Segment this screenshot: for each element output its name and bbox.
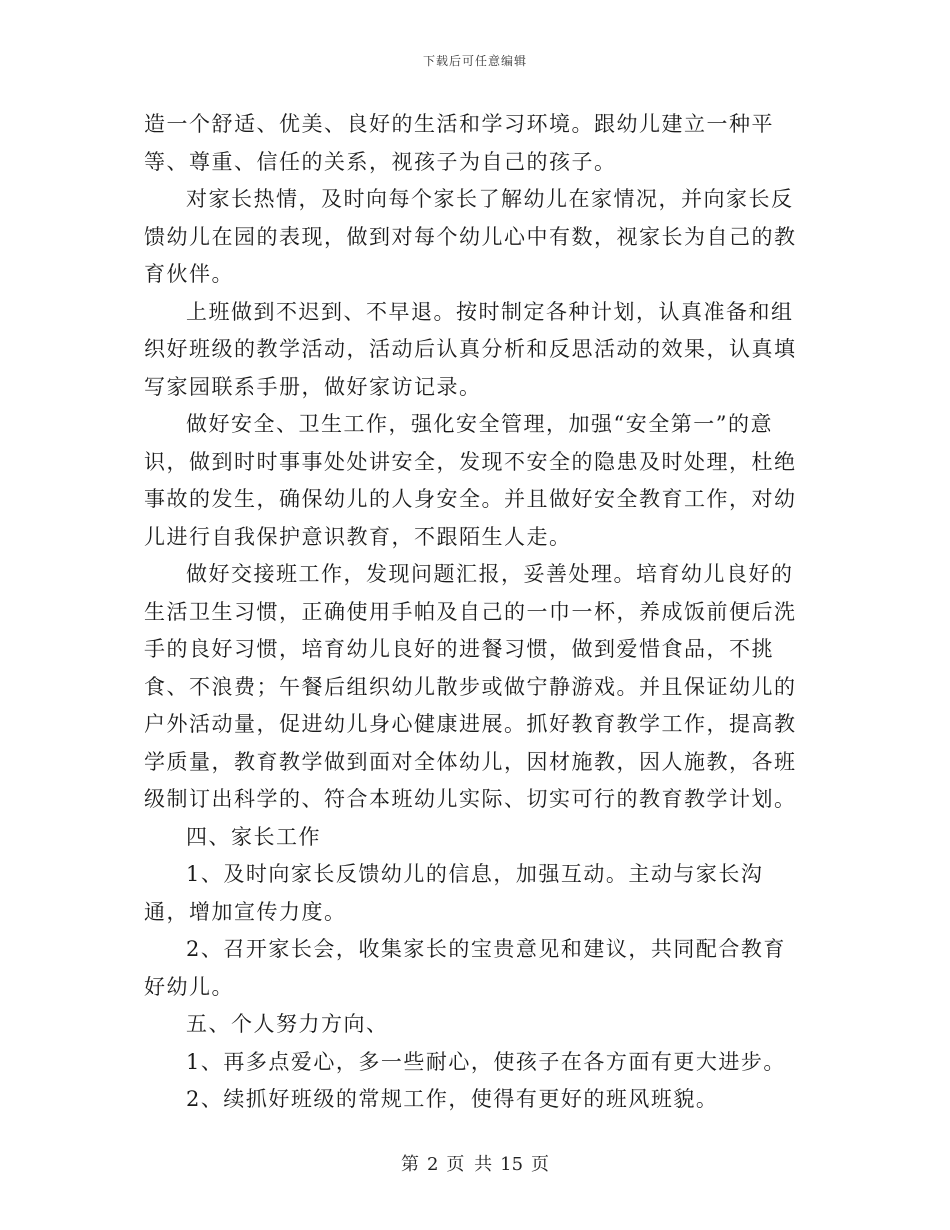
paragraph-4: 做好安全、卫生工作，强化安全管理，加强“安全第一”的意识，做到时时事事处处讲安全，发现不安全的隐患及时处理，杜绝事故的发生，确保幼儿的人身安全。并且做好安全教育工作，对幼儿进行自我保护意识教育，不跟陌生人走。 <box>144 412 797 549</box>
section-heading-parent-work: 四、家长工作 <box>186 824 321 849</box>
footer-middle: 页 共 <box>446 1154 493 1175</box>
paragraph-3: 上班做到不迟到、不早退。按时制定各种计划，认真准备和组织好班级的教学活动，活动后认真分析和反思活动的效果，认真填写家园联系手册，做好家访记录。 <box>144 299 797 399</box>
list-item: 2、召开家长会，收集家长的宝贵意见和建议，共同配合教育好幼儿。 <box>144 937 786 999</box>
section-heading-personal-direction: 五、个人努力方向、 <box>186 1012 389 1036</box>
paragraph-1: 造一个舒适、优美、良好的生活和学习环境。跟幼儿建立一种平等、尊重、信任的关系，视孩子为自己的孩子。 <box>144 112 774 174</box>
footer-suffix: 页 <box>531 1154 550 1175</box>
paragraph-2: 对家长热情，及时向每个家长了解幼儿在家情况，并向家长反馈幼儿在园的表现，做到对每个幼儿心中有数，视家长为自己的教育伙伴。 <box>144 187 797 286</box>
page-header: 下载后可任意编辑 <box>422 54 527 68</box>
page-footer <box>0 1150 950 1176</box>
footer-page-number: 2 <box>426 1154 439 1175</box>
list-item: 1、再多点爱心，多一些耐心，使孩子在各方面有更大进步。 <box>186 1049 786 1074</box>
list-item: 1、及时向家长反馈幼儿的信息，加强互动。主动与家长沟通，增加宣传力度。 <box>144 862 764 924</box>
paragraph-5: 做好交接班工作，发现问题汇报，妥善处理。培育幼儿良好的生活卫生习惯，正确使用手帕及自己的一巾一杯，养成饭前便后洗手的良好习惯，培育幼儿良好的进餐习惯，做到爱惜食品，不挑食、不浪费；午餐后组织幼儿散步或做宁静游戏。并且保证幼儿的户外活动量，促进幼儿身心健康进展。抓好教育教学工作，提高教学质量，教育教学做到面对全体幼儿，因材施教，因人施教，各班级制订出科学的、符合本班幼儿实际、切实可行的教育教学计划。 <box>144 562 797 811</box>
list-item: 2、续抓好班级的常规工作，使得有更好的班风班貌。 <box>186 1087 719 1111</box>
document-body <box>144 106 808 1119</box>
footer-prefix: 第 <box>400 1154 419 1175</box>
footer-total-pages: 15 <box>500 1154 524 1175</box>
